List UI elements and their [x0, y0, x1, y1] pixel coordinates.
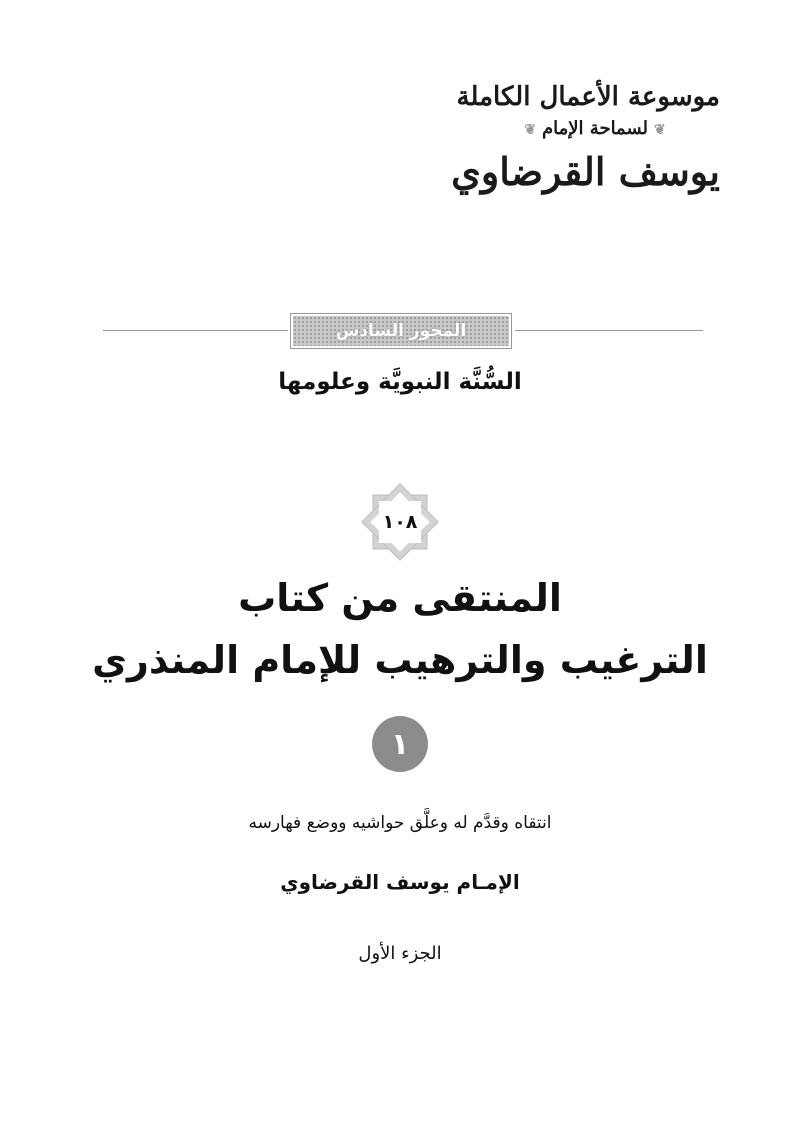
book-title-line1: المنتقى من كتاب — [238, 576, 562, 620]
axis-badge — [290, 313, 512, 349]
volume-label: الجزء الأول — [358, 943, 442, 964]
ornament-icon: ❦ — [524, 122, 536, 138]
axis-title: السُّنَّة النبويَّة وعلومها — [278, 369, 522, 395]
axis-divider-right — [515, 330, 703, 331]
part-number: ١ — [390, 726, 410, 762]
axis-badge-fill — [293, 316, 509, 346]
book-title-line2: الترغيب والترهيب للإمام المنذري — [92, 638, 708, 682]
part-number-badge — [372, 716, 428, 772]
axis-label: المحور السادس — [335, 321, 467, 341]
author-name: الإمـام يوسف القرضاوي — [280, 870, 520, 894]
series-subtitle-text: لسماحة الإمام — [541, 118, 648, 139]
series-calligraphy-logo — [451, 80, 720, 220]
ornament-icon: ❦ — [654, 122, 666, 138]
volume-number: ١٠٨ — [382, 511, 418, 533]
series-author-name: يوسف القرضاوي — [451, 149, 720, 194]
credit-line: انتقاه وقدَّم له وعلَّق حواشيه ووضع فهارسه — [248, 813, 552, 833]
volume-star — [361, 483, 439, 561]
series-title: موسوعة الأعمال الكاملة — [456, 82, 720, 112]
axis-divider-left — [103, 330, 288, 331]
series-subtitle — [470, 114, 720, 145]
